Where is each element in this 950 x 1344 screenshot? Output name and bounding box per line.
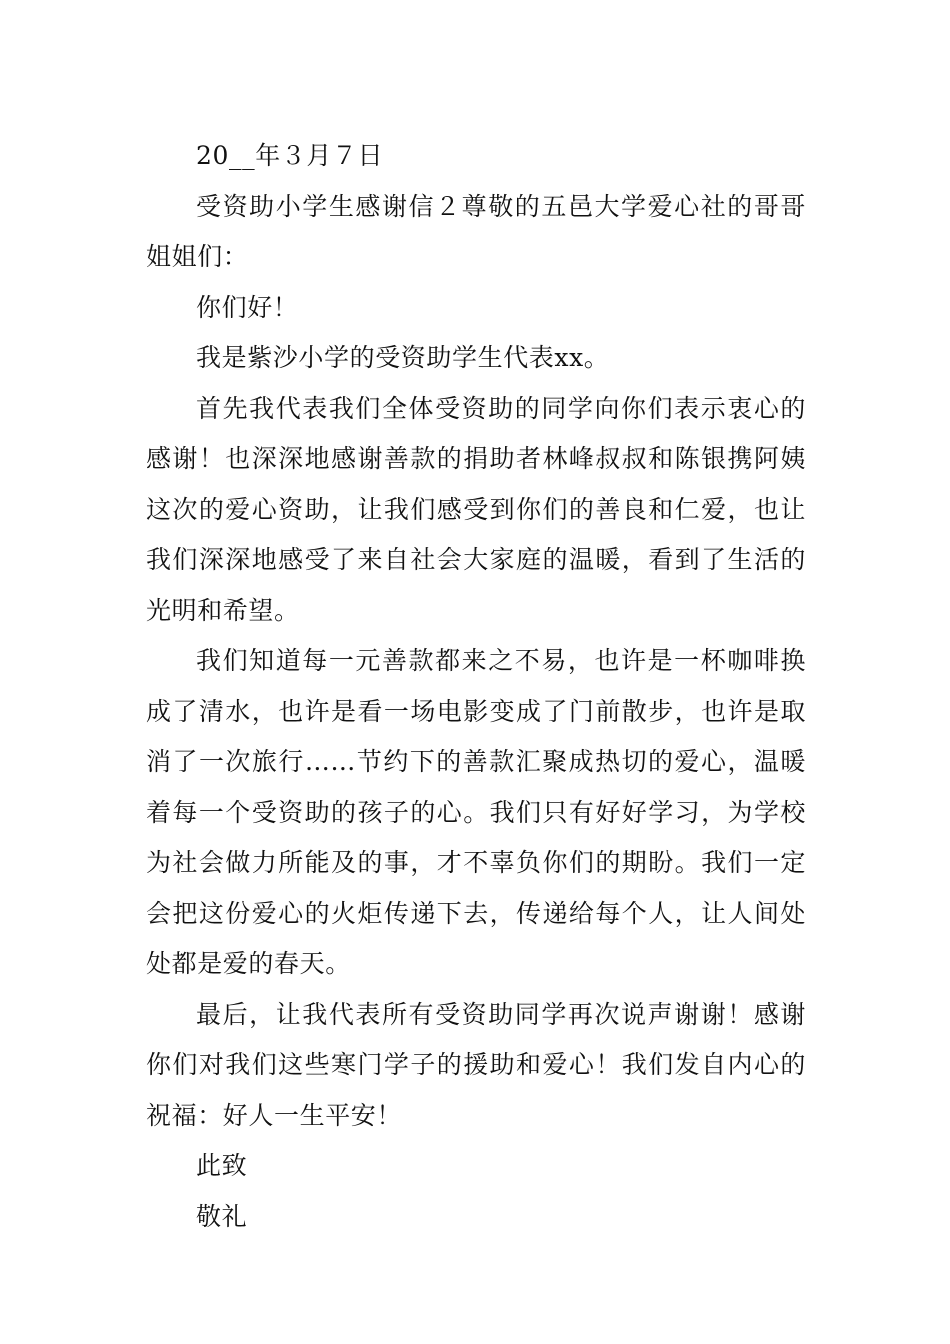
letter-greeting: 你们好！	[196, 292, 299, 322]
letter-body	[146, 131, 806, 1242]
letter-intro: 我是紫沙小学的受资助学生代表xx。	[196, 343, 610, 372]
letter-closing-jingli: 敬礼	[196, 1201, 248, 1231]
letter-paragraph-thanks: 首先我代表我们全体受资助的同学向你们表示衷心的感谢！也深深地感谢善款的捐助者林峰叔叔和陈银携阿姨这次的爱心资助，让我们感受到你们的善良和仁爱，也让我们深深地感受了来自社会大家庭的温暖，看到了生活的光明和希望。	[146, 393, 806, 625]
letter-title-salutation: 受资助小学生感谢信２尊敬的五邑大学爱心社的哥哥姐姐们：	[146, 191, 806, 271]
letter-closing-cizhi: 此致	[196, 1151, 248, 1180]
letter-paragraph-donation: 我们知道每一元善款都来之不易，也许是一杯咖啡换成了清水，也许是看一场电影变成了门前散步，也许是取消了一次旅行……节约下的善款汇聚成热切的爱心，温暖着每一个受资助的孩子的心。我们只有好好学习，为学校为社会做力所能及的事，才不辜负你们的期盼。我们一定会把这份爱心的火炬传递下去，传递给每个人，让人间处处都是爱的春天。	[146, 646, 806, 978]
letter-paragraph-closing: 最后，让我代表所有受资助同学再次说声谢谢！感谢你们对我们这些寒门学子的援助和爱心！我们发自内心的祝福：好人一生平安！	[146, 999, 806, 1130]
letter-date: 20__年３月７日	[196, 141, 384, 170]
